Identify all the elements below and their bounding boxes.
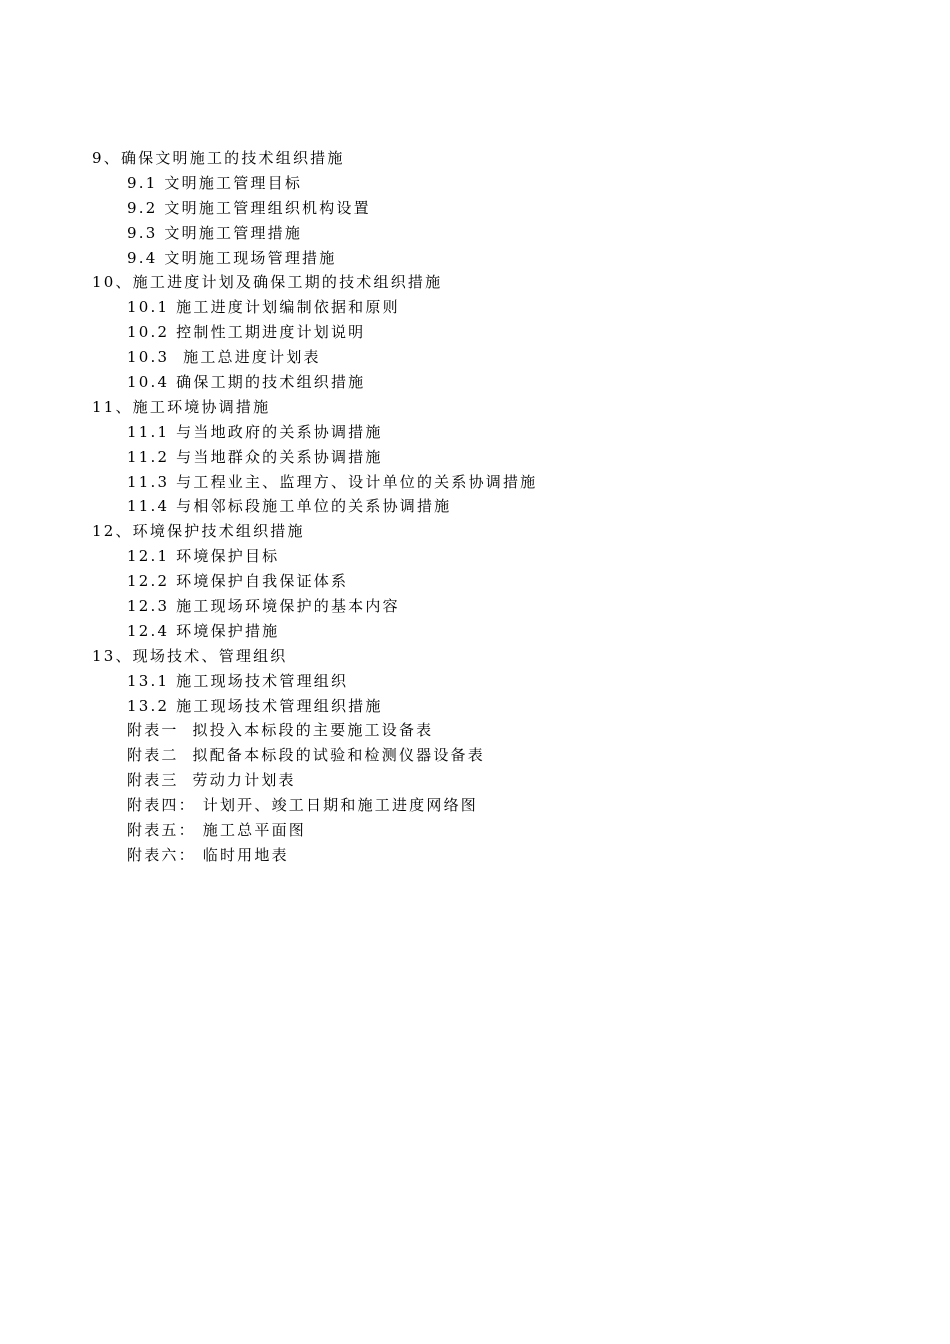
toc-appendix-4: 附表四： 计划开、竣工日期和施工进度网络图 xyxy=(127,796,478,815)
toc-item-10-4: 10.4 确保工期的技术组织措施 xyxy=(127,373,366,392)
toc-section-13: 13、现场技术、管理组织 xyxy=(92,646,288,665)
toc-section-11: 11、施工环境协调措施 xyxy=(92,397,271,416)
toc-item-9-2: 9.2 文明施工管理组织机构设置 xyxy=(127,198,371,217)
toc-appendix-5: 附表五： 施工总平面图 xyxy=(127,821,306,840)
toc-item-11-2: 11.2 与当地群众的关系协调措施 xyxy=(127,447,383,466)
table-of-contents xyxy=(92,146,537,868)
toc-section-10: 10、施工进度计划及确保工期的技术组织措施 xyxy=(92,273,443,292)
toc-item-9-4: 9.4 文明施工现场管理措施 xyxy=(127,248,337,267)
toc-appendix-6: 附表六： 临时用地表 xyxy=(127,845,289,864)
toc-item-11-4: 11.4 与相邻标段施工单位的关系协调措施 xyxy=(127,497,452,516)
toc-appendix-3: 附表三 劳动力计划表 xyxy=(127,771,296,790)
toc-item-9-1: 9.1 文明施工管理目标 xyxy=(127,173,303,192)
toc-item-10-3: 10.3 施工总进度计划表 xyxy=(127,348,321,367)
toc-item-10-2: 10.2 控制性工期进度计划说明 xyxy=(127,323,366,342)
toc-item-9-3: 9.3 文明施工管理措施 xyxy=(127,223,303,242)
toc-section-12: 12、环境保护技术组织措施 xyxy=(92,522,305,541)
toc-item-12-1: 12.1 环境保护目标 xyxy=(127,547,280,566)
toc-item-11-1: 11.1 与当地政府的关系协调措施 xyxy=(127,422,383,441)
toc-item-12-3: 12.3 施工现场环境保护的基本内容 xyxy=(127,597,400,616)
toc-item-13-2: 13.2 施工现场技术管理组织措施 xyxy=(127,696,383,715)
toc-item-13-1: 13.1 施工现场技术管理组织 xyxy=(127,671,349,690)
toc-appendix-1: 附表一 拟投入本标段的主要施工设备表 xyxy=(127,721,434,740)
toc-item-10-1: 10.1 施工进度计划编制依据和原则 xyxy=(127,298,400,317)
toc-item-12-4: 12.4 环境保护措施 xyxy=(127,621,280,640)
toc-appendix-2: 附表二 拟配备本标段的试验和检测仪器设备表 xyxy=(127,746,485,765)
toc-item-12-2: 12.2 环境保护自我保证体系 xyxy=(127,572,349,591)
toc-section-9: 9、确保文明施工的技术组织措施 xyxy=(92,149,345,167)
toc-item-11-3: 11.3 与工程业主、监理方、设计单位的关系协调措施 xyxy=(127,472,538,491)
